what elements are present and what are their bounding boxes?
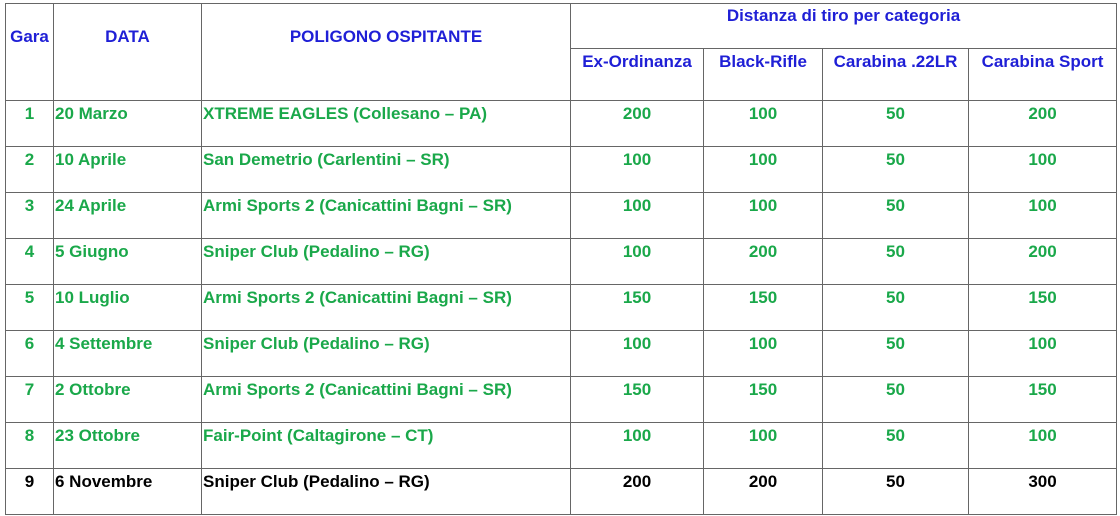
cell-poligono: XTREME EAGLES (Collesano – PA) — [202, 101, 571, 147]
cell-black-rifle: 100 — [704, 193, 823, 239]
cell-gara: 8 — [6, 423, 54, 469]
cell-ex-ordinanza: 200 — [571, 469, 704, 515]
cell-ex-ordinanza: 200 — [571, 101, 704, 147]
cell-poligono: Armi Sports 2 (Canicattini Bagni – SR) — [202, 377, 571, 423]
cell-ex-ordinanza: 100 — [571, 239, 704, 285]
schedule-table — [5, 3, 1117, 515]
header-category-carabina-22lr: Carabina .22LR — [823, 49, 969, 101]
table-row — [6, 101, 1117, 147]
header-distanza: Distanza di tiro per categoria — [571, 4, 1117, 49]
cell-data: 2 Ottobre — [54, 377, 202, 423]
table-row — [6, 331, 1117, 377]
cell-poligono: Sniper Club (Pedalino – RG) — [202, 239, 571, 285]
cell-gara: 1 — [6, 101, 54, 147]
cell-data: 4 Settembre — [54, 331, 202, 377]
cell-gara: 6 — [6, 331, 54, 377]
cell-data: 10 Aprile — [54, 147, 202, 193]
cell-carabina-sport: 100 — [969, 147, 1117, 193]
table-row — [6, 193, 1117, 239]
cell-carabina-sport: 100 — [969, 193, 1117, 239]
cell-carabina-sport: 100 — [969, 331, 1117, 377]
cell-carabina-sport: 100 — [969, 423, 1117, 469]
cell-black-rifle: 200 — [704, 239, 823, 285]
cell-data: 20 Marzo — [54, 101, 202, 147]
cell-black-rifle: 100 — [704, 101, 823, 147]
cell-gara: 2 — [6, 147, 54, 193]
cell-carabina-22lr: 50 — [823, 193, 969, 239]
cell-black-rifle: 150 — [704, 285, 823, 331]
cell-ex-ordinanza: 100 — [571, 423, 704, 469]
cell-carabina-sport: 200 — [969, 101, 1117, 147]
cell-carabina-22lr: 50 — [823, 469, 969, 515]
cell-carabina-sport: 300 — [969, 469, 1117, 515]
cell-carabina-22lr: 50 — [823, 285, 969, 331]
table-row — [6, 239, 1117, 285]
cell-carabina-22lr: 50 — [823, 239, 969, 285]
cell-gara: 4 — [6, 239, 54, 285]
table-row — [6, 469, 1117, 515]
cell-poligono: Armi Sports 2 (Canicattini Bagni – SR) — [202, 285, 571, 331]
cell-carabina-sport: 200 — [969, 239, 1117, 285]
cell-ex-ordinanza: 100 — [571, 147, 704, 193]
header-row — [6, 4, 1117, 49]
cell-data: 10 Luglio — [54, 285, 202, 331]
header-data: DATA — [54, 4, 202, 101]
cell-ex-ordinanza: 100 — [571, 193, 704, 239]
cell-ex-ordinanza: 150 — [571, 377, 704, 423]
table-row — [6, 377, 1117, 423]
cell-poligono: Sniper Club (Pedalino – RG) — [202, 331, 571, 377]
cell-gara: 5 — [6, 285, 54, 331]
table-row — [6, 285, 1117, 331]
cell-carabina-22lr: 50 — [823, 377, 969, 423]
cell-data: 5 Giugno — [54, 239, 202, 285]
header-gara: Gara — [6, 4, 54, 101]
cell-poligono: Fair-Point (Caltagirone – CT) — [202, 423, 571, 469]
cell-carabina-sport: 150 — [969, 377, 1117, 423]
header-category-carabina-sport: Carabina Sport — [969, 49, 1117, 101]
cell-carabina-22lr: 50 — [823, 423, 969, 469]
cell-carabina-22lr: 50 — [823, 101, 969, 147]
cell-black-rifle: 150 — [704, 377, 823, 423]
header-category-black-rifle: Black-Rifle — [704, 49, 823, 101]
cell-gara: 7 — [6, 377, 54, 423]
cell-data: 24 Aprile — [54, 193, 202, 239]
cell-data: 23 Ottobre — [54, 423, 202, 469]
cell-poligono: San Demetrio (Carlentini – SR) — [202, 147, 571, 193]
table-row — [6, 147, 1117, 193]
cell-carabina-sport: 150 — [969, 285, 1117, 331]
cell-black-rifle: 100 — [704, 331, 823, 377]
cell-black-rifle: 200 — [704, 469, 823, 515]
cell-poligono: Armi Sports 2 (Canicattini Bagni – SR) — [202, 193, 571, 239]
cell-poligono: Sniper Club (Pedalino – RG) — [202, 469, 571, 515]
cell-gara: 3 — [6, 193, 54, 239]
cell-black-rifle: 100 — [704, 147, 823, 193]
table-row — [6, 423, 1117, 469]
cell-ex-ordinanza: 100 — [571, 331, 704, 377]
cell-carabina-22lr: 50 — [823, 147, 969, 193]
cell-black-rifle: 100 — [704, 423, 823, 469]
cell-ex-ordinanza: 150 — [571, 285, 704, 331]
header-poligono: POLIGONO OSPITANTE — [202, 4, 571, 101]
cell-carabina-22lr: 50 — [823, 331, 969, 377]
header-category-ex-ordinanza: Ex-Ordinanza — [571, 49, 704, 101]
cell-gara: 9 — [6, 469, 54, 515]
cell-data: 6 Novembre — [54, 469, 202, 515]
